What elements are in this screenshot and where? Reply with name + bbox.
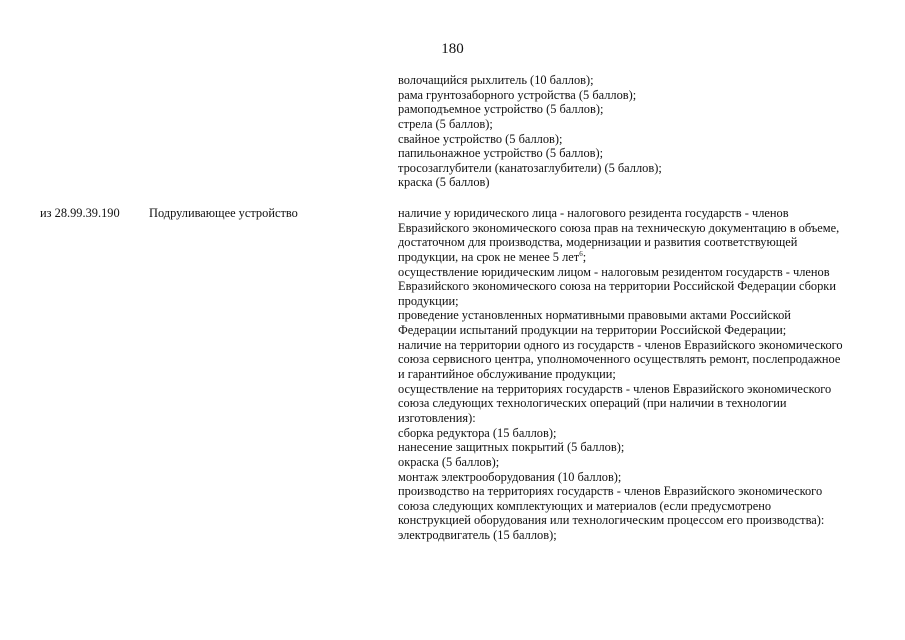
footnote-marker: 6 (579, 249, 583, 258)
requirement-line: конструкцией оборудования или технологическим процессом его производства): (398, 513, 825, 528)
requirement-line: стрела (5 баллов); (398, 116, 493, 131)
requirement-line: рама грунтозаборного устройства (5 баллов); (398, 87, 637, 102)
requirement-line (398, 250, 878, 265)
requirement-line: тросозаглубители (канатозаглубители) (5 баллов); (398, 160, 662, 175)
requirement-line: союза следующих технологических операций (при наличии в технологии (398, 396, 787, 411)
requirement-line: Евразийского экономического союза на территории Российской Федерации сборки (398, 279, 836, 294)
requirement-line: наличие на территории одного из государств - членов Евразийского экономического (398, 337, 843, 352)
requirement-line: и гарантийное обслуживание продукции; (398, 367, 616, 382)
requirement-line: союза сервисного центра, уполномоченного осуществлять ремонт, послепродажное (398, 352, 841, 367)
requirement-line: сборка редуктора (15 баллов); (398, 425, 557, 440)
requirement-text: продукции, на срок не менее 5 лет (398, 249, 580, 264)
requirement-line: Федерации испытаний продукции на территории Российской Федерации; (398, 323, 787, 338)
requirement-line: союза следующих комплектующих и материалов (если предусмотрено (398, 498, 772, 513)
requirement-line: окраска (5 баллов); (398, 454, 500, 469)
requirement-line: достаточном для производства, модернизации и развития соответствующей (398, 235, 798, 250)
requirement-line: электродвигатель (15 баллов); (398, 528, 557, 543)
page-number: 180 (441, 41, 464, 57)
requirement-line: наличие у юридического лица - налогового резидента государств - членов (398, 206, 789, 220)
requirement-line: нанесение защитных покрытий (5 баллов); (398, 440, 625, 455)
requirements-list (398, 206, 878, 543)
requirement-line: волочащийся рыхлитель (10 баллов); (398, 73, 594, 87)
requirement-line: папильонажное устройство (5 баллов); (398, 146, 604, 161)
requirement-line: производство на территориях государств - членов Евразийского экономического (398, 484, 823, 499)
requirement-line: проведение установленных нормативными правовыми актами Российской (398, 308, 791, 323)
requirement-line: рамоподъемное устройство (5 баллов); (398, 102, 604, 117)
requirement-line: изготовления): (398, 410, 476, 425)
requirement-line: осуществление на территориях государств - членов Евразийского экономического (398, 381, 832, 396)
product-name: Подруливающее устройство (149, 206, 298, 220)
requirement-line: продукции; (398, 293, 459, 308)
requirement-line: Евразийского экономического союза прав на техническую документацию в объеме, (398, 220, 840, 235)
previous-row-continuation (398, 73, 878, 190)
product-code: из 28.99.39.190 (40, 206, 120, 220)
requirement-line: свайное устройство (5 баллов); (398, 131, 563, 146)
requirement-line: монтаж электрооборудования (10 баллов); (398, 469, 622, 484)
requirement-line: осуществление юридическим лицом - налоговым резидентом государств - членов (398, 264, 830, 279)
requirement-line: краска (5 баллов) (398, 175, 490, 190)
requirement-suffix: ; (582, 249, 587, 264)
